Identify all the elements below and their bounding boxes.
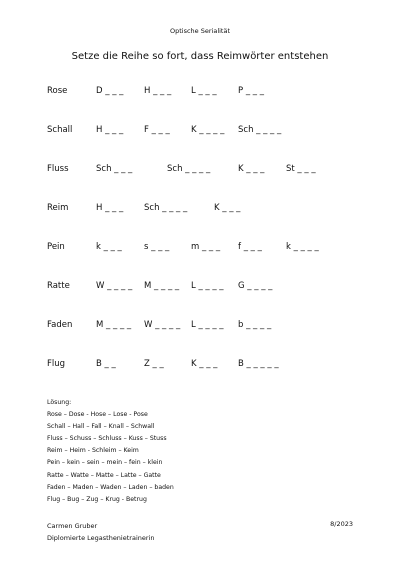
rhyme-blank: Sch _ _ _: [96, 164, 133, 174]
solution-label: Lösung:: [47, 399, 72, 406]
solution-line: Faden – Maden – Waden – Laden – baden: [47, 483, 174, 491]
worksheet-title: Setze die Reihe so fort, dass Reimwörter entstehen: [71, 51, 329, 62]
exercise-row: [0, 86, 400, 100]
solution-line: Rose – Dose - Hose – Lose - Pose: [47, 411, 148, 419]
rhyme-blank: L _ _ _ _: [191, 320, 224, 330]
exercise-row: [0, 164, 400, 178]
rhyme-blank: H _ _ _: [96, 203, 124, 213]
rhyme-blank: P _ _ _: [238, 86, 264, 96]
rhyme-blank: M _ _ _ _: [144, 281, 180, 291]
rhyme-blank: H _ _ _: [144, 86, 172, 96]
base-word: Fluss: [47, 164, 69, 174]
rhyme-blank: B _ _: [96, 359, 116, 369]
rhyme-blank: m _ _ _: [191, 242, 221, 252]
exercise-row: [0, 359, 400, 373]
rhyme-blank: K _ _ _: [191, 359, 218, 369]
solution-line: Schall – Hall – Fall – Knall – Schwall: [47, 423, 155, 431]
solution-line: Reim – Heim - Schleim – Keim: [47, 447, 139, 455]
rhyme-blank: s _ _ _: [144, 242, 170, 252]
solution-line: Pein – kein – sein – mein – fein – klein: [47, 459, 163, 467]
base-word: Rose: [47, 86, 68, 96]
base-word: Faden: [47, 320, 73, 330]
footer-date: 8/2023: [330, 520, 353, 528]
rhyme-blank: M _ _ _ _: [96, 320, 132, 330]
rhyme-blank: b _ _ _ _: [238, 320, 272, 330]
rhyme-blank: K _ _ _: [238, 164, 265, 174]
page-header: Optische Serialität: [169, 27, 231, 35]
rhyme-blank: f _ _ _: [238, 242, 262, 252]
author-name: Carmen Gruber: [47, 522, 98, 530]
solution-line: Ratte – Watte – Matte – Latte – Gatte: [47, 471, 161, 479]
rhyme-blank: K _ _ _ _: [191, 125, 225, 135]
solution-line: Fluss – Schuss – Schluss – Kuss – Stuss: [47, 435, 167, 443]
rhyme-blank: B _ _ _ _ _: [238, 359, 279, 369]
rhyme-blank: L _ _ _: [191, 86, 217, 96]
base-word: Pein: [47, 242, 65, 252]
rhyme-blank: K _ _ _: [214, 203, 241, 213]
rhyme-blank: Sch _ _ _ _: [238, 125, 282, 135]
rhyme-blank: F _ _ _: [144, 125, 170, 135]
base-word: Schall: [47, 125, 73, 135]
rhyme-blank: Sch _ _ _ _: [144, 203, 188, 213]
rhyme-blank: G _ _ _ _: [238, 281, 273, 291]
rhyme-blank: W _ _ _ _: [144, 320, 181, 330]
rhyme-blank: Sch _ _ _ _: [167, 164, 211, 174]
rhyme-blank: Z _ _: [144, 359, 164, 369]
author-role: Diplomierte Legasthenietrainerin: [47, 534, 155, 542]
base-word: Ratte: [47, 281, 70, 291]
exercise-row: [0, 320, 400, 334]
rhyme-blank: H _ _ _: [96, 125, 124, 135]
exercise-row: [0, 242, 400, 256]
exercise-row: [0, 125, 400, 139]
rhyme-blank: W _ _ _ _: [96, 281, 133, 291]
rhyme-blank: k _ _ _ _: [286, 242, 319, 252]
rhyme-blank: k _ _ _: [96, 242, 122, 252]
rhyme-blank: St _ _ _: [286, 164, 316, 174]
exercise-row: [0, 281, 400, 295]
solution-block: [47, 397, 174, 506]
base-word: Reim: [47, 203, 69, 213]
solution-line: Flug – Bug – Zug – Krug - Betrug: [47, 495, 147, 503]
rhyme-blank: D _ _ _: [96, 86, 124, 96]
base-word: Flug: [47, 359, 66, 369]
exercise-row: [0, 203, 400, 217]
footer: [47, 520, 154, 544]
rhyme-blank: L _ _ _ _: [191, 281, 224, 291]
